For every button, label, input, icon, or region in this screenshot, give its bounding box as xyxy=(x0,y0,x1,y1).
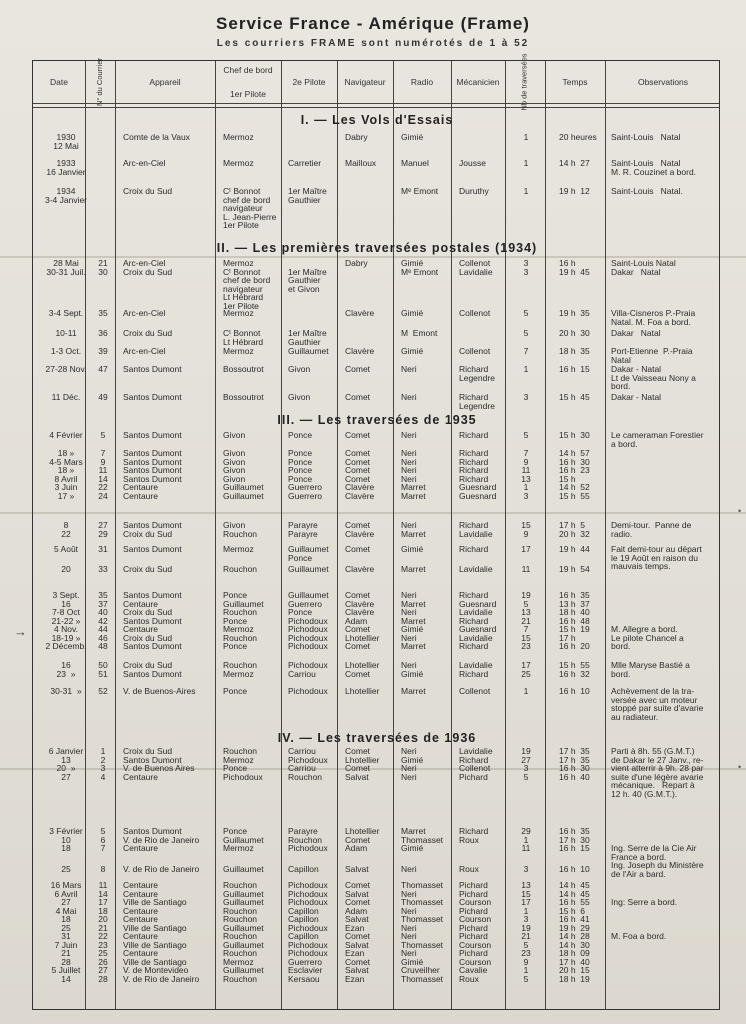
cell-radio: Thomasset Neri Thomasset Neri Thomasset Neri Neri Thomasset Neri Gimié Cruveilher Thomasset xyxy=(401,880,444,984)
cell-nav: Comet xyxy=(345,430,371,440)
cell-temps: 16 h 10 xyxy=(559,686,590,696)
cell-obs: M. Allegre a bord. Le pilote Chancel a bord. xyxy=(611,624,684,651)
header-date: Date xyxy=(50,77,68,87)
cell-app: Arc-en-Ciel xyxy=(123,158,166,168)
cell-chef: Bossoutrot xyxy=(223,364,264,374)
cell-temps: 17 h 5 20 h 32 xyxy=(559,520,590,539)
cell-no: 21 30 xyxy=(98,258,108,277)
cell-obs: Saint-Louis Natal. xyxy=(611,186,683,196)
cell-temps: 14 h 57 16 h 30 16 h 23 15 h 14 h 52 15 h 55 xyxy=(559,448,590,501)
cell-pil2: 1er Maître Gauthier xyxy=(288,328,327,347)
cell-radio: Gimié xyxy=(401,132,424,142)
cell-no: 52 xyxy=(98,686,108,696)
cell-app: Santos Dumont xyxy=(123,430,182,440)
cell-obs: Villa-Cisneros P.-Praia Natal. M. Foa a bord. xyxy=(611,308,696,327)
cell-mec: Collenot xyxy=(459,308,491,318)
cell-nt: 15 9 xyxy=(521,520,531,539)
cell-obs: Achèvement de la tra- versée avec un moteur stoppé par suite d'avarie au radiateur. xyxy=(611,686,704,722)
cell-temps: 18 h 35 xyxy=(559,346,590,356)
table-rule xyxy=(393,61,394,1009)
cell-mec: Richard Legendre xyxy=(459,392,495,411)
cell-obs: Ing. Serre de la Cie Air France a bord. Ing. Joseph du Ministère de l'Air a bard. xyxy=(611,843,704,879)
margin-arrow: → xyxy=(14,624,27,639)
cell-pil2: Capillon xyxy=(288,864,319,874)
cell-app: Santos Dumont xyxy=(123,392,182,402)
cell-app: Santos Dumont xyxy=(123,544,182,554)
cell-mec: Duruthy xyxy=(459,186,489,196)
cell-mec: Richard Legendre xyxy=(459,364,495,383)
cell-obs: Saint-Louis Natal Dakar Natal xyxy=(611,258,676,277)
cell-chef: Mermoz Cᵗ Bonnot chef de bord navigateur Lt Hébrard 1er Pilote xyxy=(223,258,271,311)
cell-nav: Mailloux xyxy=(345,158,377,168)
table-rule xyxy=(115,61,116,1009)
cell-app: Comte de la Vaux xyxy=(123,132,190,142)
cell-no: 36 xyxy=(98,328,108,338)
cell-radio: Neri Gimié xyxy=(401,660,424,679)
header-appareil: Appareil xyxy=(149,77,181,87)
cell-nav: Clavère xyxy=(345,308,375,318)
cell-pil2: Guillaumet xyxy=(288,346,329,356)
cell-date: 6 Janvier 13 20 » 27 xyxy=(48,746,84,782)
cell-app: Centaure Centaure Ville de Santiago Centaure Centaure Ville de Santiago Centaure Ville de Santiago Centaure Ville de Santiago V. de Montevideo V. de Rio de Janeiro xyxy=(123,880,200,984)
cell-nt: 7 9 11 13 1 3 xyxy=(521,448,531,501)
header-radio: Radio xyxy=(410,77,434,87)
cell-temps: 16 h 15 xyxy=(559,364,590,374)
cell-temps: 19 h 35 xyxy=(559,308,590,318)
cell-nt: 1 xyxy=(523,158,529,168)
table-rule xyxy=(281,61,282,1009)
cell-radio: Neri Neri Neri Neri Marret Marret xyxy=(401,448,426,501)
cell-radio: Manuel xyxy=(401,158,429,168)
cell-chef: Ponce Guillaumet Mermoz xyxy=(223,826,264,853)
cell-temps: 19 h 12 xyxy=(559,186,590,196)
cell-pil2: Guillaumet Ponce xyxy=(288,544,329,563)
cell-no: 1 2 3 4 xyxy=(100,746,106,782)
cell-date: 3 Sept. 16 7-8 Oct 21-22 » 4 Nov. 18-19 » 2 Décemb. xyxy=(45,590,87,651)
table-rule xyxy=(605,61,606,1009)
cell-date: 1930 12 Mai xyxy=(53,132,79,151)
cell-obs: Saint-Louis Natal M. R. Couzinet a bord. xyxy=(611,158,697,177)
cell-app: Arc-en-Ciel xyxy=(123,346,166,356)
cell-mec: Collenot Lavidalie xyxy=(459,258,493,277)
cell-app: Croix du Sud xyxy=(123,186,173,196)
cell-temps: 20 h 30 xyxy=(559,328,590,338)
cell-mec: Richard Roux xyxy=(459,826,489,845)
cell-nt: 13 15 17 1 3 19 21 5 23 9 1 5 xyxy=(521,880,531,984)
page-subtitle: Les courriers FRAME sont numérotés de 1 à 52 xyxy=(216,38,530,49)
table-rule xyxy=(337,61,338,1009)
cell-mec: Richard Lavidalie xyxy=(459,520,493,539)
cell-pil2: 1er Maître Gauthier xyxy=(288,186,327,205)
cell-no: 27 29 xyxy=(98,520,108,539)
cell-date: 3-4 Sept. xyxy=(48,308,84,318)
cell-no: 35 xyxy=(98,308,108,318)
cell-date: 16 Mars 6 Avril 27 4 Mai 18 25 31 7 Juin 21 28 5 Juillet 14 xyxy=(50,880,82,984)
cell-date: 27-28 Nov. xyxy=(45,364,87,374)
cell-date: 8 22 xyxy=(61,520,71,539)
margin-mark: • xyxy=(738,506,742,516)
flight-table xyxy=(32,53,720,1010)
cell-radio: Marret Thomasset Gimié xyxy=(401,826,444,853)
cell-nt: 17 25 xyxy=(521,660,531,679)
cell-temps: 14 h 27 xyxy=(559,158,590,168)
cell-temps: 17 h 35 17 h 35 16 h 30 16 h 40 xyxy=(559,746,590,782)
cell-temps: 20 heures xyxy=(559,132,597,142)
cell-nt: 5 xyxy=(523,328,529,338)
cell-mec: Collenot xyxy=(459,346,491,356)
cell-nav: Salvat xyxy=(345,864,369,874)
cell-nav: Comet Clavère xyxy=(345,520,375,539)
cell-nt: 1 xyxy=(523,132,529,142)
cell-nt: 3 xyxy=(523,864,529,874)
cell-chef: Cᵗ Bonnot Lt Hébrard xyxy=(223,328,264,347)
cell-date: 1933 16 Janvier xyxy=(46,158,86,177)
cell-app: Santos Dumont xyxy=(123,364,182,374)
cell-radio: Neri Marret xyxy=(401,520,426,539)
cell-radio: Gimié xyxy=(401,544,424,554)
cell-nt: 19 5 13 21 7 15 23 xyxy=(521,590,531,651)
cell-pil2: Pichodoux Carriou xyxy=(288,660,328,679)
cell-mec: Richard Richard Richard Richard Guesnard Guesnard xyxy=(459,448,497,501)
cell-no: 5 6 7 xyxy=(100,826,106,853)
cell-app: Santos Dumont V. de Rio de Janeiro Centaure xyxy=(123,826,200,853)
cell-chef: Ponce Guillaumet Rouchon Ponce Mermoz Rouchon Ponce xyxy=(223,590,264,651)
header-chef-de-bord: Chef de bord 1er Pilote xyxy=(223,65,273,99)
cell-date: 11 Déc. xyxy=(51,392,81,402)
cell-chef: Guillaumet xyxy=(223,864,264,874)
cell-radio: Neri xyxy=(401,364,417,374)
header-courrier-number: N° du Courrier xyxy=(95,57,105,107)
cell-chef: Givon Givon Givon Givon Guillaumet Guillaumet xyxy=(223,448,264,501)
table-rule xyxy=(545,61,546,1009)
cell-nav: Lhotellier Comet Adam xyxy=(345,826,380,853)
cell-date: 3 Février 10 18 xyxy=(49,826,83,853)
cell-obs: Dakar - Natal Lt de Vaisseau Nony a bord. xyxy=(611,364,696,391)
cell-mec: Lavidalie Richard Collenot Pichard xyxy=(459,746,493,782)
cell-chef: Mermoz xyxy=(223,158,254,168)
cell-nav: Dabry xyxy=(345,258,368,268)
margin-mark: • xyxy=(738,762,742,772)
cell-obs: Le cameraman Forestier a bord. xyxy=(611,430,704,449)
cell-mec: Pichard Pichard Courson Pichard Courson Pichard Pichard Courson Pichard Courson Cavalie Roux xyxy=(459,880,492,984)
cell-chef: Rouchon Mermoz xyxy=(223,660,258,679)
cell-date: 1-3 Oct. xyxy=(50,346,82,356)
cell-nt: 29 1 11 xyxy=(521,826,531,853)
cell-no: 31 xyxy=(98,544,108,554)
cell-radio: M Emont xyxy=(401,328,438,338)
cell-temps: 16 h 19 h 45 xyxy=(559,258,590,277)
cell-chef: Mermoz xyxy=(223,132,254,142)
cell-app: V. de Rio de Janeiro xyxy=(123,864,200,874)
header-observations: Observations xyxy=(637,77,689,87)
cell-date: 1934 3-4 Janvier xyxy=(44,186,88,205)
cell-obs: Dakar - Natal xyxy=(611,392,662,402)
cell-app: Santos Dumont Croix du Sud xyxy=(123,520,182,539)
cell-pil2: Givon xyxy=(288,392,311,402)
cell-pil2: Parayre Rouchon Pichodoux xyxy=(288,826,328,853)
cell-nt: 5 xyxy=(523,430,529,440)
cell-no: 35 37 40 42 44 46 48 xyxy=(98,590,108,651)
cell-nt: 7 xyxy=(523,346,529,356)
cell-obs: Mlle Maryse Bastié a bord. xyxy=(611,660,690,679)
section-title: II. — Les premières traversées postales (1934) xyxy=(216,241,538,255)
cell-nt: 11 xyxy=(521,564,531,574)
cell-mec: Roux xyxy=(459,864,479,874)
cell-date: 25 xyxy=(61,864,71,874)
cell-no: 7 9 11 14 22 24 xyxy=(98,448,108,501)
cell-mec: Richard Guesnard Lavidalie Richard Guesnard Lavidalie Richard xyxy=(459,590,497,651)
cell-mec: Collenot xyxy=(459,686,491,696)
cell-temps: 16 h 35 17 h 30 16 h 15 xyxy=(559,826,590,853)
cell-mec: Richard xyxy=(459,430,489,440)
cell-date: 30-31 » xyxy=(50,686,82,696)
cell-chef: Cᵗ Bonnot chef de bord navigateur L. Jean-Pierre 1er Pilote xyxy=(223,186,277,230)
section-title: IV. — Les traversées de 1936 xyxy=(277,731,477,745)
cell-app: Santos Dumont Centaure Croix du Sud Santos Dumont Centaure Croix du Sud Santos Dumont xyxy=(123,590,182,651)
cell-temps: 15 h 45 xyxy=(559,392,590,402)
cell-radio: Gimié xyxy=(401,346,424,356)
cell-nav: Clavère xyxy=(345,346,375,356)
header-second-pilote: 2e Pilote xyxy=(292,77,326,87)
cell-pil2: Parayre Parayre xyxy=(288,520,318,539)
cell-no: 39 xyxy=(98,346,108,356)
cell-app: V. de Buenos-Aires xyxy=(123,686,196,696)
cell-radio: Neri Marret Neri Marret Gimié Neri Marret xyxy=(401,590,426,651)
cell-nav: Comet xyxy=(345,544,371,554)
cell-pil2: Guillaumet xyxy=(288,564,329,574)
cell-no: 11 14 17 18 20 21 22 23 25 26 27 28 xyxy=(98,880,108,984)
cell-nt: 1 xyxy=(523,186,529,196)
cell-pil2: Carretier xyxy=(288,158,322,168)
cell-pil2: Pichodoux xyxy=(288,686,328,696)
cell-temps: 15 h 30 xyxy=(559,430,590,440)
cell-nav: Lhotellier xyxy=(345,686,380,696)
cell-nt: 1 xyxy=(523,364,529,374)
cell-date: 18 » 4-5 Mars 18 » 8 Avril 3 Juin 17 » xyxy=(49,448,83,501)
header-nb-traversees: Nb de traversées xyxy=(520,53,529,111)
cell-pil2: Carriou Pichodoux Carriou Rouchon xyxy=(288,746,328,782)
cell-date: 20 xyxy=(61,564,71,574)
cell-nav: Dabry xyxy=(345,132,368,142)
cell-nt: 17 xyxy=(521,544,531,554)
cell-date: 5 Août xyxy=(53,544,79,554)
cell-radio: Marret xyxy=(401,686,426,696)
page-title: Service France - Amérique (Frame) xyxy=(216,14,530,33)
cell-chef: Rouchon Mermoz Ponce Pichodoux xyxy=(223,746,263,782)
cell-date: 16 23 » xyxy=(56,660,76,679)
cell-radio: Neri Gimié Neri Neri xyxy=(401,746,424,782)
cell-date: 4 Février xyxy=(49,430,83,440)
cell-obs: Ing: Serre a bord. M. Foa a bord. xyxy=(611,897,678,941)
cell-chef: Mermoz xyxy=(223,308,254,318)
cell-mec: Jousse xyxy=(459,158,486,168)
cell-no: 50 51 xyxy=(98,660,108,679)
cell-radio: Marret xyxy=(401,564,426,574)
cell-nav: Clavère xyxy=(345,564,375,574)
table-rule xyxy=(505,61,506,1009)
cell-radio: Neri xyxy=(401,864,417,874)
cell-nt: 19 27 3 5 xyxy=(521,746,531,782)
cell-temps: 15 h 55 16 h 32 xyxy=(559,660,590,679)
cell-radio: Mᵉ Emont xyxy=(401,186,439,196)
cell-nav: Comet xyxy=(345,364,371,374)
cell-obs: Parti à 8h. 55 (G.M.T.) de Dakar le 27 Janv., re- vient atterrir à 9h. 28 par suite d'une légère avarie mécanique. Repart à 12 h. 40 (G.M.T.). xyxy=(611,746,704,799)
cell-no: 8 xyxy=(100,864,106,874)
cell-chef: Bossoutrot xyxy=(223,392,264,402)
cell-obs: Dakar Natal xyxy=(611,328,661,338)
cell-no: 49 xyxy=(98,392,108,402)
cell-pil2: Pichodoux Pichodoux Pichodoux Capillon Capillon Pichodoux Capillon Pichodoux Pichodoux Guerrero Esclavier Kersaou xyxy=(288,880,328,984)
cell-pil2: Guillaumet Guerrero Ponce Pichodoux Pichodoux Pichodoux Pichodoux xyxy=(288,590,329,651)
cell-mec: Lavidalie xyxy=(459,564,493,574)
cell-no: 47 xyxy=(98,364,108,374)
cell-nav: Comet xyxy=(345,392,371,402)
cell-chef: Ponce xyxy=(223,686,248,696)
cell-obs: Demi-tour. Panne de radio. xyxy=(611,520,692,539)
cell-radio: Gimié Mᵉ Emont xyxy=(401,258,439,277)
header-navigateur: Navigateur xyxy=(344,77,386,87)
cell-radio: Gimié xyxy=(401,308,424,318)
cell-chef: Givon xyxy=(223,430,246,440)
cell-nav: Comet Lhotellier Comet Salvat xyxy=(345,746,380,782)
cell-temps: 19 h 54 xyxy=(559,564,590,574)
cell-obs: Port-Etienne P.-Praia Natal xyxy=(611,346,693,365)
cell-mec: Lavidalie Richard xyxy=(459,660,493,679)
cell-temps: 14 h 45 14 h 45 16 h 55 15 h 6 16 h 41 19 h 29 14 h 28 14 h 30 18 h 09 17 h 40 20 h 15 18 h 19 xyxy=(559,880,590,984)
cell-nav: Lhotellier Comet xyxy=(345,660,380,679)
cell-chef: Mermoz xyxy=(223,346,254,356)
header-temps: Temps xyxy=(562,77,588,87)
cell-pil2: 1er Maître Gauthier et Givon xyxy=(288,266,327,294)
cell-obs: Fait demi-tour au départ le 19 Août en raison du mauvais temps. xyxy=(611,544,702,571)
cell-app: Arc-en-Ciel xyxy=(123,308,166,318)
section-title: I. — Les Vols d'Essais xyxy=(300,113,454,127)
table-rule xyxy=(33,103,719,104)
cell-app: Croix du Sud Santos Dumont V. de Buenos Aires Centaure xyxy=(123,746,195,782)
cell-app: Santos Dumont Santos Dumont Santos Dumont Santos Dumont Centaure Centaure xyxy=(123,448,182,501)
cell-date: 10-11 xyxy=(55,328,77,338)
cell-nav: Comet Salvat Comet Adam Salvat Ezan Comet Salvat Ezan Comet Salvat Ezan xyxy=(345,880,371,984)
cell-obs: Saint-Louis Natal xyxy=(611,132,681,142)
cell-pil2: Ponce xyxy=(288,430,313,440)
cell-nt: 3 xyxy=(523,392,529,402)
cell-app: Croix du Sud xyxy=(123,564,173,574)
cell-nav: Comet Comet Comet Comet Clavère Clavère xyxy=(345,448,375,501)
cell-pil2: Ponce Ponce Ponce Ponce Guerrero Guerrero xyxy=(288,448,323,501)
cell-chef: Rouchon Guillaumet Guillaumet Rouchon Rouchon Guillaumet Rouchon Guillaumet Rouchon Mermoz Guillaumet Rouchon xyxy=(223,880,264,984)
header-mecanicien: Mécanicien xyxy=(456,77,500,87)
cell-nav: Comet Clavère Clavère Adam Comet Lhotellier Comet xyxy=(345,590,380,651)
cell-nt: 5 xyxy=(523,308,529,318)
cell-chef: Givon Rouchon xyxy=(223,520,258,539)
cell-temps: 19 h 44 xyxy=(559,544,590,554)
cell-no: 33 xyxy=(98,564,108,574)
table-rule xyxy=(215,61,216,1009)
cell-no: 5 xyxy=(100,430,106,440)
cell-temps: 16 h 35 13 h 37 18 h 40 16 h 48 15 h 19 17 h 16 h 20 xyxy=(559,590,590,651)
cell-pil2: Givon xyxy=(288,364,311,374)
cell-app: Arc-en-Ciel Croix du Sud xyxy=(123,258,173,277)
cell-nt: 1 xyxy=(523,686,529,696)
table-rule xyxy=(33,107,719,108)
cell-chef: Rouchon xyxy=(223,564,258,574)
table-rule xyxy=(451,61,452,1009)
cell-app: Croix du Sud Santos Dumont xyxy=(123,660,182,679)
cell-radio: Neri xyxy=(401,430,417,440)
section-title: III. — Les traversées de 1935 xyxy=(277,413,477,427)
cell-temps: 16 h 10 xyxy=(559,864,590,874)
cell-radio: Neri xyxy=(401,392,417,402)
cell-date: 28 Mai 30-31 Juil. xyxy=(46,258,86,277)
cell-app: Croix du Sud xyxy=(123,328,173,338)
cell-chef: Mermoz xyxy=(223,544,254,554)
cell-mec: Richard xyxy=(459,544,489,554)
cell-nt: 3 3 xyxy=(523,258,529,277)
